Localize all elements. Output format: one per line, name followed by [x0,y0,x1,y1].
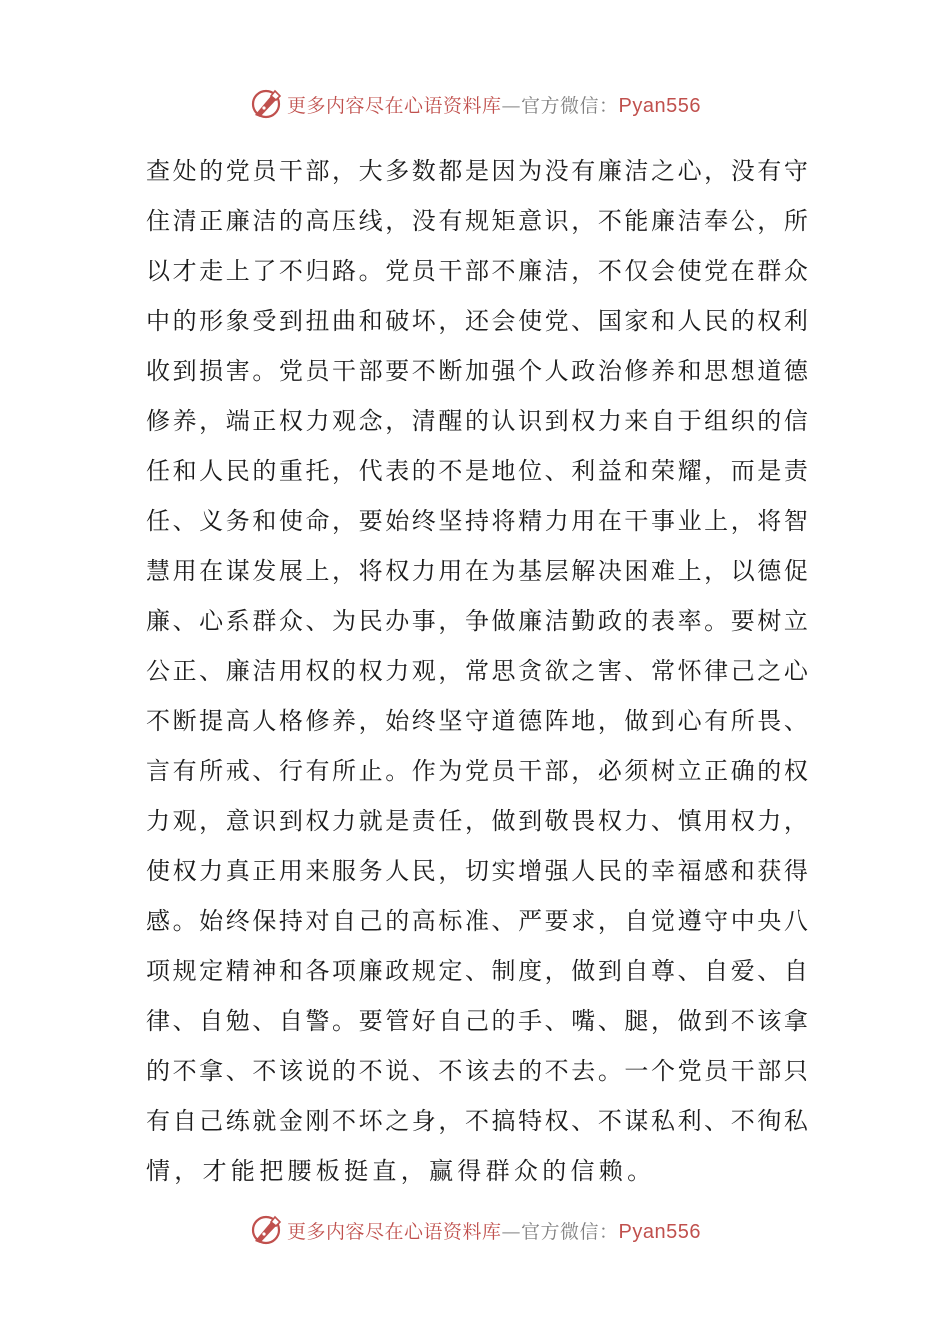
body-line: 力 观 ， 意 识 到 权 力 就 是 责 任 ， 做 到 敬 畏 权 力 、 慎 用 权 力 ， [146,807,808,835]
footer-banner-text [287,1217,701,1244]
body-line: 项 规 定 精 神 和 各 项 廉 政 规 定 、 制 度 ， 做 到 自 尊 、 自 爱 、 自 [146,957,808,985]
header-wechat-id: Pyan556 [618,94,701,117]
body-line: 任 、 义 务 和 使 命 ， 要 始 终 坚 持 将 精 力 用 在 干 事 业 上 ， 将 智 [146,507,808,535]
header-dash: — [501,94,522,117]
body-line: 任 和 人 民 的 重 托 ， 代 表 的 不 是 地 位 、 利 益 和 荣 耀 ， 而 是 责 [146,457,808,485]
footer-banner [0,1208,950,1252]
body-line: 廉 、 心 系 群 众 、 为 民 办 事 ， 争 做 廉 洁 勤 政 的 表 率 。 要 树 立 [146,607,808,635]
body-line: 修 养 ， 端 正 权 力 观 念 ， 清 醒 的 认 识 到 权 力 来 自 于 组 织 的 信 [146,407,808,435]
body-line: 慧 用 在 谋 发 展 上 ， 将 权 力 用 在 为 基 层 解 决 困 难 上 ， 以 德 促 [146,557,808,585]
header-banner-text [287,91,701,118]
body-line: 使 权 力 真 正 用 来 服 务 人 民 ， 切 实 增 强 人 民 的 幸 福 感 和 获 得 [146,857,808,885]
body-line-last: 情，才能把腰板挺直，赢得群众的信赖。 [146,1157,656,1185]
body-line: 以 才 走 上 了 不 归 路 。 党 员 干 部 不 廉 洁 ， 不 仅 会 使 党 在 群 众 [146,257,808,285]
body-line: 言 有 所 戒 、 行 有 所 止 。 作 为 党 员 干 部 ， 必 须 树 立 正 确 的 权 [146,757,808,785]
body-line: 不 断 提 高 人 格 修 养 ， 始 终 坚 守 道 德 阵 地 ， 做 到 心 有 所 畏 、 [146,707,808,735]
header-wechat-label: 官方微信： [521,94,619,117]
body-line: 住 清 正 廉 洁 的 高 压 线 ， 没 有 规 矩 意 识 ， 不 能 廉 洁 奉 公 ， 所 [146,207,808,235]
footer-wechat-label: 官方微信： [521,1220,619,1243]
footer-site-text: 更多内容尽在心语资料库 [287,1220,502,1243]
body-line: 的 不 拿 、 不 该 说 的 不 说 、 不 该 去 的 不 去 。 一 个 党 员 干 部 只 [146,1057,808,1085]
body-line: 公 正 、 廉 洁 用 权 的 权 力 观 ， 常 思 贪 欲 之 害 、 常 怀 律 己 之 心 [146,657,808,685]
body-line: 有 自 己 练 就 金 刚 不 坏 之 身 ， 不 搞 特 权 、 不 谋 私 利 、 不 徇 私 [146,1107,808,1135]
pen-nib-logo-icon [249,87,283,121]
footer-wechat-id: Pyan556 [618,1220,701,1243]
body-line: 查 处 的 党 员 干 部 ， 大 多 数 都 是 因 为 没 有 廉 洁 之 心 ， 没 有 守 [146,157,808,185]
body-line: 律 、 自 勉 、 自 警 。 要 管 好 自 己 的 手 、 嘴 、 腿 ， 做 到 不 该 拿 [146,1007,808,1035]
header-banner [0,82,950,126]
pen-nib-logo-icon [249,1213,283,1247]
body-line: 感 。 始 终 保 持 对 自 己 的 高 标 准 、 严 要 求 ， 自 觉 遵 守 中 央 八 [146,907,808,935]
body-paragraph [146,146,808,1196]
header-site-text: 更多内容尽在心语资料库 [287,94,502,117]
body-line: 中 的 形 象 受 到 扭 曲 和 破 坏 ， 还 会 使 党 、 国 家 和 人 民 的 权 利 [146,307,808,335]
body-line: 收 到 损 害 。 党 员 干 部 要 不 断 加 强 个 人 政 治 修 养 和 思 想 道 德 [146,357,808,385]
footer-dash: — [501,1220,522,1243]
